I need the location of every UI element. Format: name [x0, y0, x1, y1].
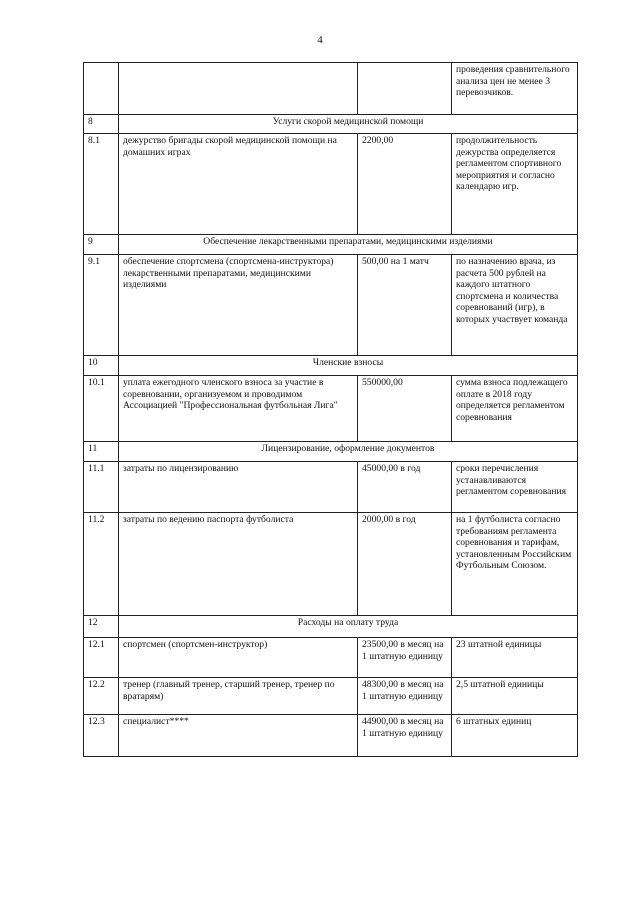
table-row	[84, 63, 578, 115]
section-title: Расходы на оплату труда	[119, 616, 578, 638]
row-note: сумма взноса подлежащего оплате в 2018 году определяется регламентом соревнования	[452, 376, 578, 442]
row-cost: 45000,00 в год	[358, 462, 452, 513]
row-note: на 1 футболиста согласно требованиям регламента соревнования и тарифам, установленным Российским Футбольным Союзом.	[452, 513, 578, 616]
row-note: продолжительность дежурства определяется регламентом спортивного мероприятия и согласно календарю игр.	[452, 134, 578, 235]
row-note: 6 штатных единиц	[452, 715, 578, 757]
section-title: Лицензирование, оформление документов	[119, 442, 578, 462]
section-number: 11	[84, 442, 119, 462]
row-cost: 2000,00 в год	[358, 513, 452, 616]
section-row	[84, 115, 578, 134]
section-row	[84, 235, 578, 255]
section-row	[84, 616, 578, 638]
row-number: 12.3	[84, 715, 119, 757]
table-row	[84, 134, 578, 235]
row-cost: 500,00 на 1 матч	[358, 255, 452, 356]
row-number: 12.2	[84, 678, 119, 715]
section-row	[84, 356, 578, 376]
row-number: 10.1	[84, 376, 119, 442]
row-cost: 550000,00	[358, 376, 452, 442]
table-row	[84, 255, 578, 356]
row-number	[84, 63, 119, 115]
row-number: 11.1	[84, 462, 119, 513]
row-name: затраты по лицензированию	[119, 462, 358, 513]
row-number: 9.1	[84, 255, 119, 356]
table-row	[84, 376, 578, 442]
row-number: 8.1	[84, 134, 119, 235]
row-cost: 44900,00 в месяц на 1 штатную единицу	[358, 715, 452, 757]
row-note: сроки перечисления устанавливаются регламентом соревнования	[452, 462, 578, 513]
row-cost: 2200,00	[358, 134, 452, 235]
row-name: спортсмен (спортсмен-инструктор)	[119, 638, 358, 678]
row-name: специалист****	[119, 715, 358, 757]
row-name: затраты по ведению паспорта футболиста	[119, 513, 358, 616]
row-note: 23 штатной единицы	[452, 638, 578, 678]
page-number: 4	[317, 34, 323, 46]
section-row	[84, 442, 578, 462]
row-number: 11.2	[84, 513, 119, 616]
row-note: проведения сравнительного анализа цен не менее 3 перевозчиков.	[452, 63, 578, 115]
row-cost	[358, 63, 452, 115]
row-name: уплата ежегодного членского взноса за участие в соревновании, организуемом и проводимом Ассоциацией "Профессиональная футбольная Лига"	[119, 376, 358, 442]
section-number: 12	[84, 616, 119, 638]
row-cost: 48300,00 в месяц на 1 штатную единицу	[358, 678, 452, 715]
expense-table	[83, 62, 578, 757]
table-row	[84, 715, 578, 757]
row-name: обеспечение спортсмена (спортсмена-инструктора) лекарственными препаратами, медицинскими изделиями	[119, 255, 358, 356]
row-name: тренер (главный тренер, старший тренер, тренер по вратарям)	[119, 678, 358, 715]
table-row	[84, 513, 578, 616]
table-row	[84, 638, 578, 678]
row-note: 2,5 штатной единицы	[452, 678, 578, 715]
table-row	[84, 462, 578, 513]
section-number: 9	[84, 235, 119, 255]
row-cost: 23500,00 в месяц на 1 штатную единицу	[358, 638, 452, 678]
section-title: Обеспечение лекарственными препаратами, медицинскими изделиями	[119, 235, 578, 255]
row-name: дежурство бригады скорой медицинской помощи на домашних играх	[119, 134, 358, 235]
section-number: 8	[84, 115, 119, 134]
section-number: 10	[84, 356, 119, 376]
table-row	[84, 678, 578, 715]
section-title: Членские взносы	[119, 356, 578, 376]
section-title: Услуги скорой медицинской помощи	[119, 115, 578, 134]
row-note: по назначению врача, из расчета 500 рублей на каждого штатного спортсмена и количества соревнований (игр), в которых участвует команда	[452, 255, 578, 356]
row-name	[119, 63, 358, 115]
row-number: 12.1	[84, 638, 119, 678]
